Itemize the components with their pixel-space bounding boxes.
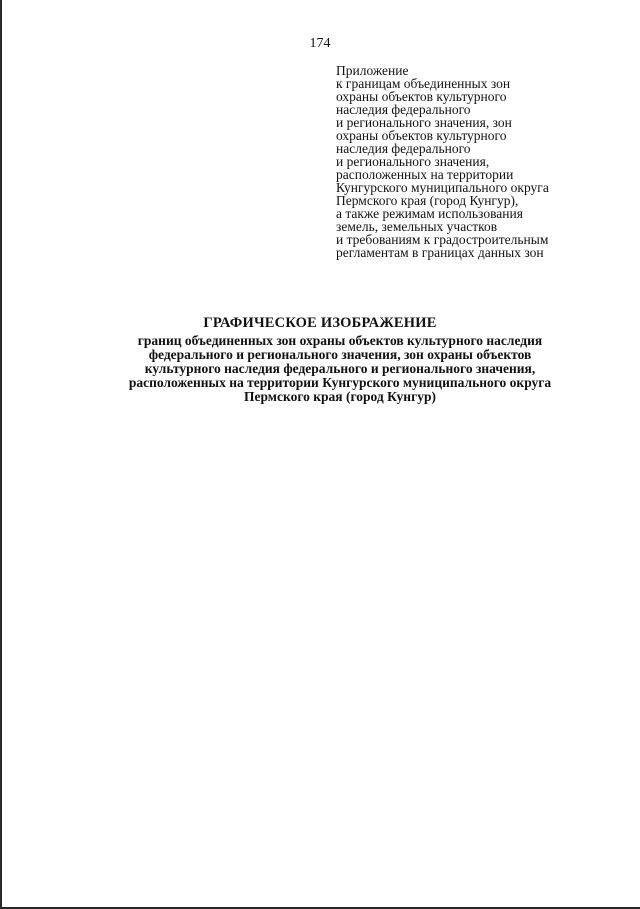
- appendix-line: и требованиям к градостроительным: [336, 232, 549, 247]
- appendix-note: [336, 64, 636, 259]
- subtitle-line: расположенных на территории Кунгурского муниципального округа: [128, 375, 552, 390]
- appendix-line: Кунгурского муниципального округа: [336, 180, 549, 195]
- appendix-line: расположенных на территории: [336, 167, 514, 182]
- scan-edge-left: [0, 0, 2, 909]
- subtitle-line: границ объединенных зон охраны объектов культурного наследия: [137, 333, 543, 348]
- page-number: 174: [309, 36, 331, 51]
- appendix-line: и регионального значения, зон: [336, 115, 512, 130]
- document-title: ГРАФИЧЕСКОЕ ИЗОБРАЖЕНИЕ: [203, 315, 437, 331]
- appendix-line: охраны объектов культурного: [336, 89, 507, 104]
- appendix-line: земель, земельных участков: [336, 219, 498, 234]
- appendix-line: охраны объектов культурного: [336, 128, 507, 143]
- appendix-line: регламентам в границах данных зон: [336, 245, 544, 260]
- appendix-line: Пермского края (город Кунгур),: [336, 193, 519, 208]
- subtitle-line: Пермского края (город Кунгур): [244, 389, 436, 404]
- subtitle-line: федерального и регионального значения, зон охраны объектов: [148, 347, 532, 362]
- appendix-line: наследия федерального: [336, 141, 471, 156]
- document-subtitle: [60, 334, 620, 404]
- appendix-line: наследия федерального: [336, 102, 471, 117]
- appendix-line: к границам объединенных зон: [336, 76, 511, 91]
- appendix-line: и регионального значения,: [336, 154, 490, 169]
- subtitle-line: культурного наследия федерального и регионального значения,: [144, 361, 536, 376]
- appendix-line: а также режимам использования: [336, 206, 523, 221]
- appendix-line: Приложение: [336, 63, 409, 78]
